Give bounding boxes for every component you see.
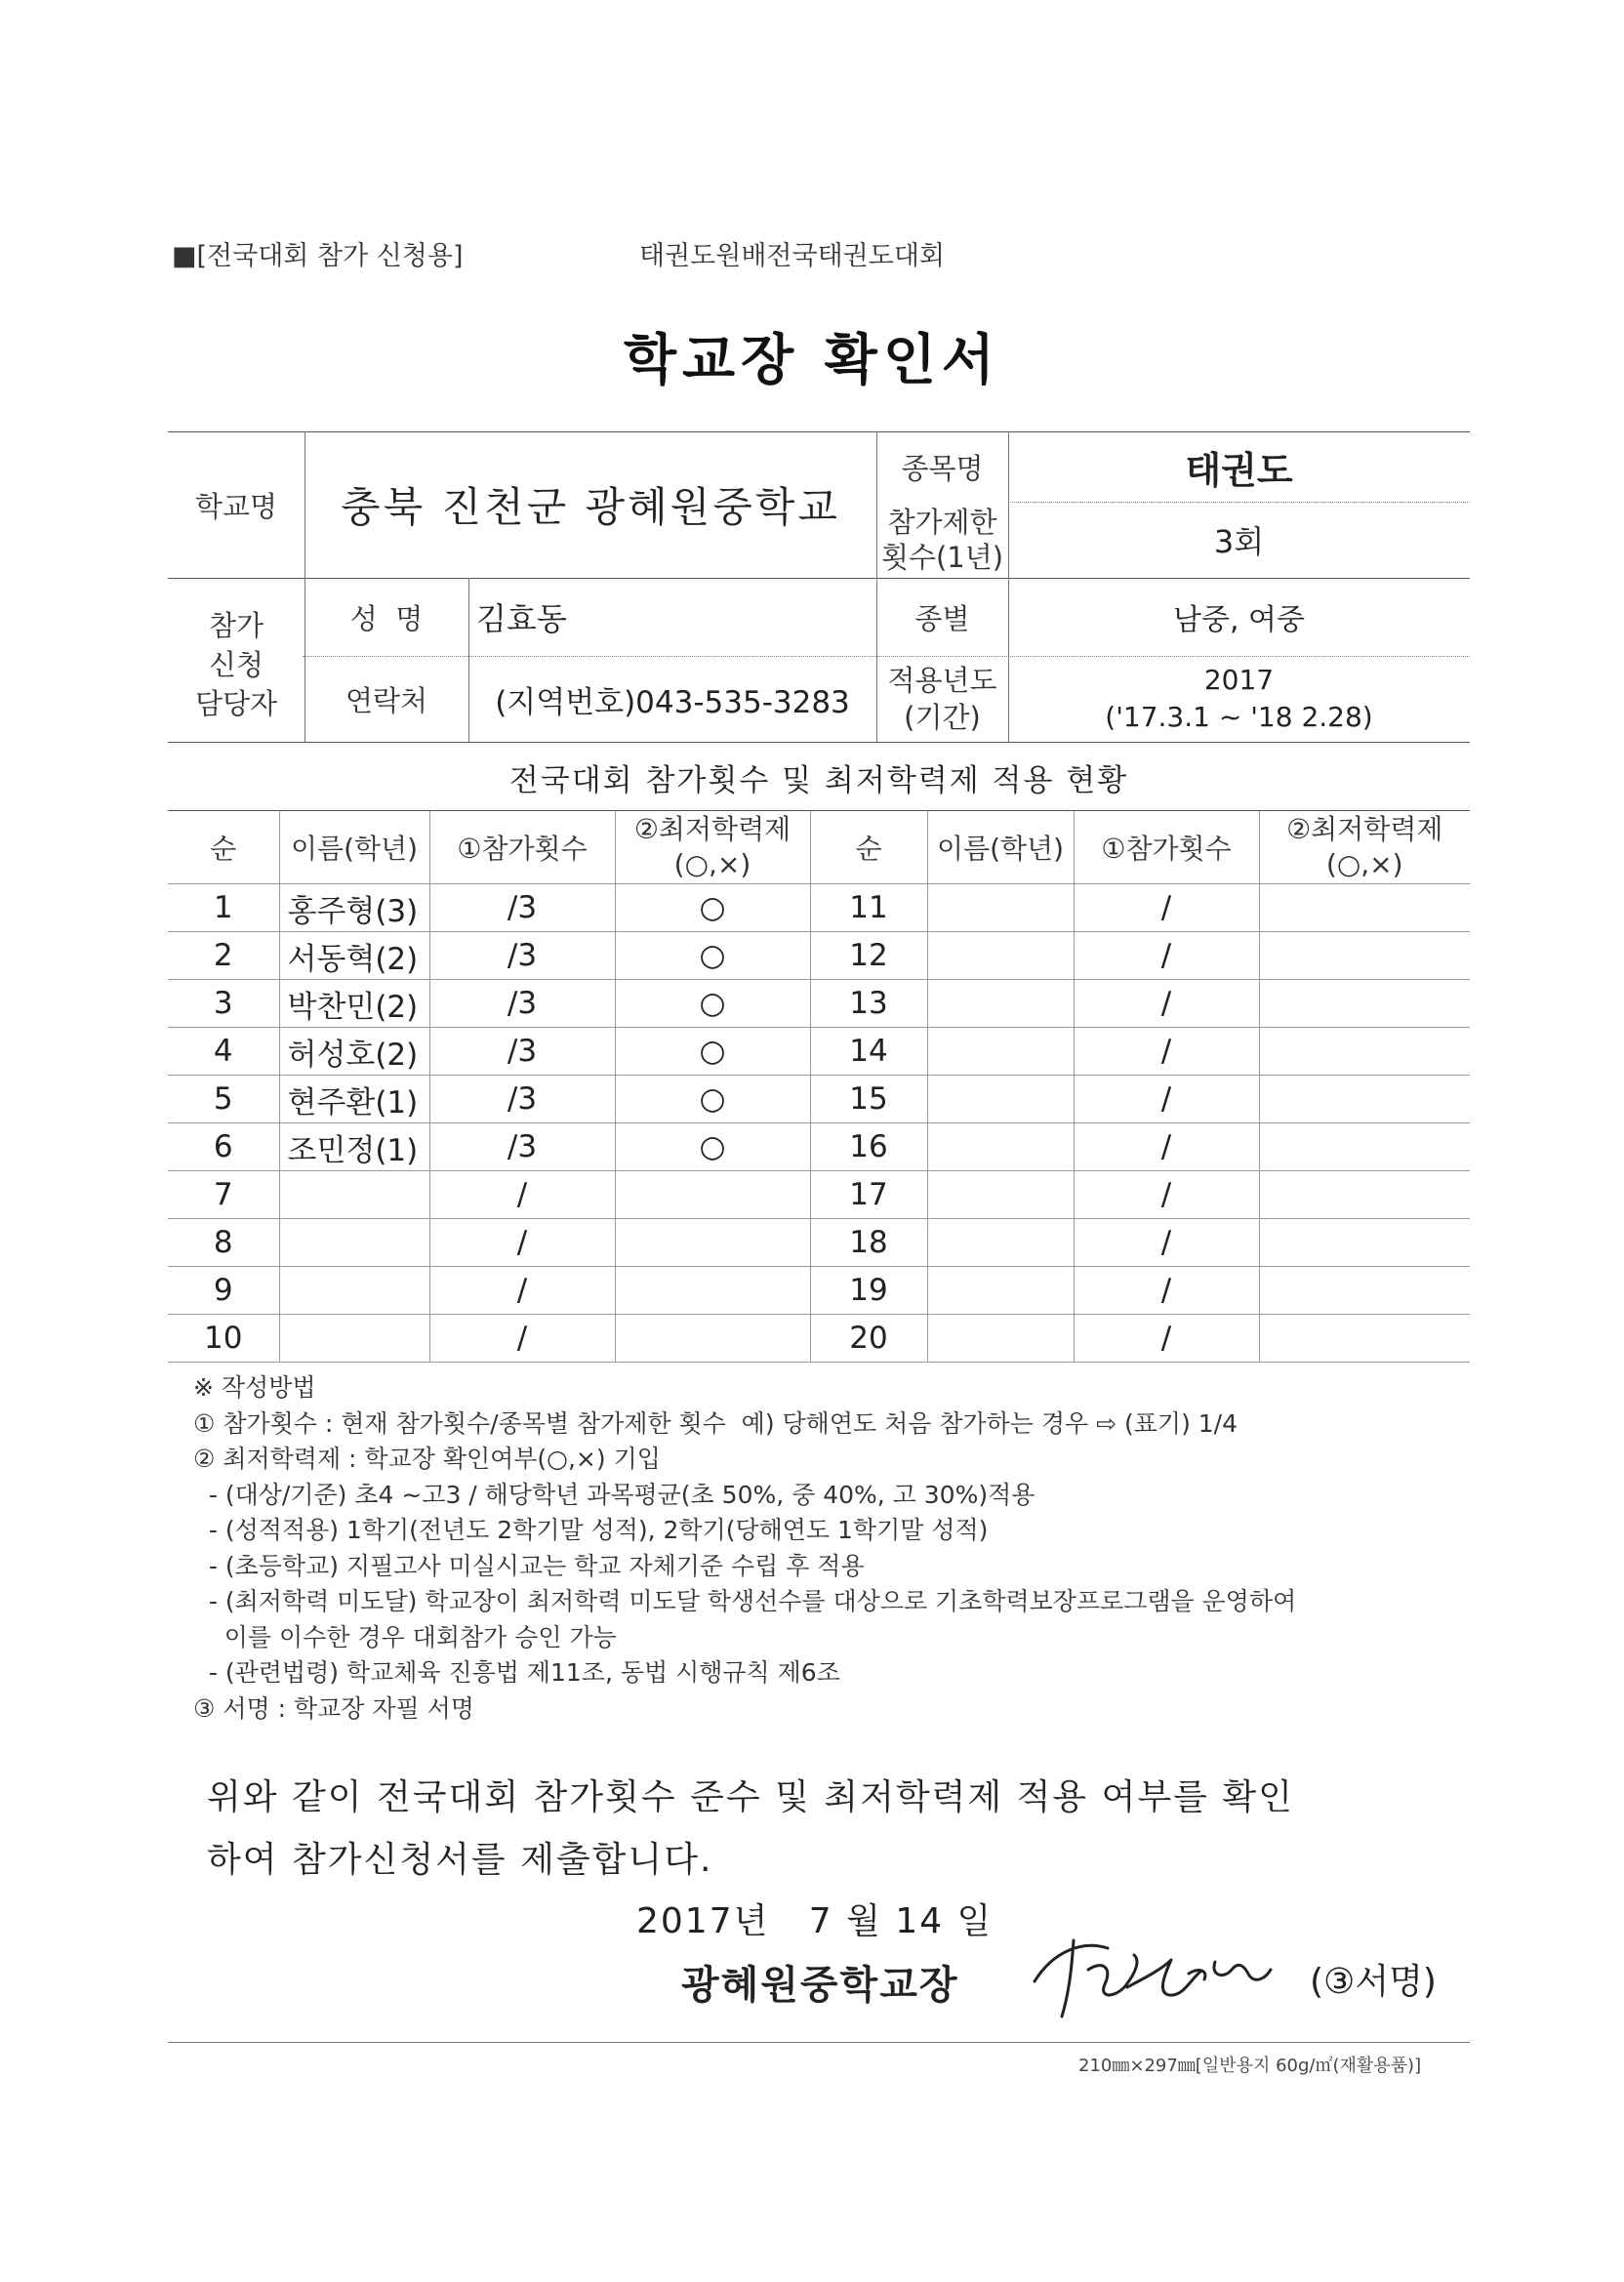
- instruction-line: - (초등학교) 지필고사 미실시교는 학교 자체기준 수립 후 적용: [193, 1551, 865, 1580]
- row-name: 조민정(1): [279, 1123, 429, 1171]
- row-min-level: [1259, 1123, 1470, 1171]
- instruction-line: ③ 서명 : 학교장 자필 서명: [193, 1693, 474, 1723]
- header-count: ①참가횟수: [429, 811, 615, 884]
- row-name: [927, 932, 1074, 980]
- table-row: [168, 1076, 1470, 1123]
- header-no-right: 순: [810, 811, 927, 884]
- row-count: /: [1074, 932, 1259, 980]
- row-no: 1: [168, 884, 279, 932]
- instruction-line: - (대상/기준) 초4 ~고3 / 해당학년 과목평균(초 50%, 중 40%, 고 30%)적용: [193, 1480, 1035, 1509]
- row-min-level: [615, 1219, 810, 1267]
- row-min-level: ○: [615, 1028, 810, 1076]
- period-label-line1: 적용년도: [887, 664, 997, 697]
- row-no: 17: [810, 1171, 927, 1219]
- header-count-right: ①참가횟수: [1074, 811, 1259, 884]
- row-count: /: [429, 1267, 615, 1315]
- row-name: [279, 1267, 429, 1315]
- limit-value: 3회: [1213, 523, 1265, 560]
- row-min-level: [1259, 884, 1470, 932]
- row-count: /: [1074, 1315, 1259, 1363]
- period-label: [876, 656, 1008, 742]
- row-count: /3: [429, 980, 615, 1028]
- row-name: [927, 1123, 1074, 1171]
- row-name: [927, 1171, 1074, 1219]
- row-count: /: [1074, 884, 1259, 932]
- row-no: 4: [168, 1028, 279, 1076]
- row-min-level: ○: [615, 1076, 810, 1123]
- confirmation-statement: [207, 1767, 1294, 1892]
- row-count: /: [1074, 980, 1259, 1028]
- row-name: [279, 1171, 429, 1219]
- contact-label: 연락처: [345, 683, 428, 717]
- row-name: [279, 1315, 429, 1363]
- row-name: [927, 1028, 1074, 1076]
- row-no: 14: [810, 1028, 927, 1076]
- row-no: 3: [168, 980, 279, 1028]
- instruction-line: ※ 작성방법: [193, 1373, 316, 1402]
- row-min-level: [1259, 932, 1470, 980]
- table-row: [168, 884, 1470, 932]
- row-no: 6: [168, 1123, 279, 1171]
- applicant-label-line3: 담당자: [194, 687, 278, 720]
- row-count: /: [1074, 1267, 1259, 1315]
- participants-table: [168, 810, 1470, 1363]
- row-no: 12: [810, 932, 927, 980]
- applicant-name-label: 성 명: [349, 601, 424, 635]
- row-name: 허성호(2): [279, 1028, 429, 1076]
- row-name: 홍주형(3): [279, 884, 429, 932]
- statement-line1: 위와 같이 전국대회 참가횟수 준수 및 최저학력제 적용 여부를 확인: [207, 1777, 1294, 1817]
- event-label: 종목명: [901, 451, 984, 485]
- limit-label-line1: 참가제한: [887, 506, 997, 539]
- row-min-level: [1259, 1315, 1470, 1363]
- row-no: 13: [810, 980, 927, 1028]
- applicant-name-value: 김효동: [476, 600, 567, 637]
- row-name: 현주환(1): [279, 1076, 429, 1123]
- instruction-line: ① 참가횟수 : 현재 참가횟수/종목별 참가제한 횟수 예) 당해연도 처음 참가하는 경우 ⇨ (표기) 1/4: [193, 1408, 1238, 1438]
- signature-image: [1015, 1911, 1308, 2028]
- instruction-line: - (최저학력 미도달) 학교장이 최저학력 미도달 학생선수를 대상으로 기초학력보장프로그램을 운영하여: [193, 1587, 1297, 1615]
- form-type-label: ■[전국대회 참가 신청용]: [172, 241, 464, 271]
- applicant-label-line2: 신청: [208, 648, 264, 681]
- table-row: [168, 1028, 1470, 1076]
- row-count: /: [1074, 1076, 1259, 1123]
- row-name: 박찬민(2): [279, 980, 429, 1028]
- row-no: 16: [810, 1123, 927, 1171]
- row-no: 2: [168, 932, 279, 980]
- row-min-level: [1259, 980, 1470, 1028]
- row-count: /: [1074, 1219, 1259, 1267]
- row-min-level: [1259, 1219, 1470, 1267]
- category-value: 남중, 여중: [1173, 603, 1305, 637]
- row-no: 15: [810, 1076, 927, 1123]
- row-min-level: ○: [615, 884, 810, 932]
- page-title: 학교장 확인서: [623, 329, 1001, 392]
- applicant-label: [168, 597, 304, 732]
- row-no: 8: [168, 1219, 279, 1267]
- row-min-level: [615, 1171, 810, 1219]
- instruction-line: - (성적적용) 1학기(전년도 2학기말 성적), 2학기(당해연도 1학기말 성적): [193, 1516, 989, 1544]
- row-min-level: [1259, 1076, 1470, 1123]
- row-min-level: ○: [615, 980, 810, 1028]
- table-caption: 전국대회 참가횟수 및 최저학력제 적용 현황: [508, 762, 1129, 798]
- row-count: /3: [429, 1076, 615, 1123]
- paper-spec-footer: 210㎜×297㎜[일반용지 60g/㎡(재활용품)]: [1078, 2056, 1422, 2076]
- event-name-header: 태권도원배전국태권도대회: [639, 241, 945, 271]
- row-min-level: [615, 1315, 810, 1363]
- contact-value: (지역번호)043-535-3283: [495, 684, 850, 720]
- period-label-line2: (기간): [904, 701, 981, 734]
- row-no: 7: [168, 1171, 279, 1219]
- row-name: [927, 1315, 1074, 1363]
- row-no: 5: [168, 1076, 279, 1123]
- row-count: /3: [429, 932, 615, 980]
- instructions: [193, 1370, 1296, 1727]
- row-count: /3: [429, 1028, 615, 1076]
- table-header-row: [168, 811, 1470, 884]
- applicant-label-line1: 참가: [208, 609, 264, 642]
- row-min-level: ○: [615, 932, 810, 980]
- period-year: 2017: [1203, 664, 1275, 696]
- row-count: /3: [429, 884, 615, 932]
- table-row: [168, 1219, 1470, 1267]
- row-min-level: [615, 1267, 810, 1315]
- row-min-level: ○: [615, 1123, 810, 1171]
- row-no: 11: [810, 884, 927, 932]
- principal-title: 광혜원중학교장: [681, 1963, 959, 2008]
- instruction-line: - (관련법령) 학교체육 진흥법 제11조, 동법 시행규칙 제6조: [193, 1658, 840, 1687]
- row-name: [927, 884, 1074, 932]
- signing-date: 2017년 7 월 14 일: [636, 1901, 994, 1941]
- period-value: [1008, 656, 1470, 742]
- table-row: [168, 1123, 1470, 1171]
- table-row: [168, 1171, 1470, 1219]
- school-name-value: 충북 진천군 광혜원중학교: [341, 483, 840, 531]
- header-min-level-right: ②최저학력제 (○,×): [1259, 811, 1470, 884]
- school-name-label: 학교명: [194, 489, 278, 523]
- header-min-level: ②최저학력제 (○,×): [615, 811, 810, 884]
- event-value: 태권도: [1185, 448, 1293, 492]
- category-label: 종별: [914, 601, 970, 635]
- row-count: /: [1074, 1123, 1259, 1171]
- row-count: /: [429, 1315, 615, 1363]
- table-row: [168, 1267, 1470, 1315]
- row-name: [927, 980, 1074, 1028]
- header-name-right: 이름(학년): [927, 811, 1074, 884]
- row-name: [927, 1219, 1074, 1267]
- table-row: [168, 932, 1470, 980]
- header-no: 순: [168, 811, 279, 884]
- row-name: [279, 1219, 429, 1267]
- table-row: [168, 1315, 1470, 1363]
- row-no: 20: [810, 1315, 927, 1363]
- row-no: 9: [168, 1267, 279, 1315]
- row-name: 서동혁(2): [279, 932, 429, 980]
- row-name: [927, 1267, 1074, 1315]
- row-count: /: [429, 1219, 615, 1267]
- row-min-level: [1259, 1171, 1470, 1219]
- row-count: /: [1074, 1028, 1259, 1076]
- period-range: ('17.3.1 ~ '18 2.28): [1105, 701, 1373, 733]
- limit-label: [876, 502, 1008, 578]
- row-count: /: [429, 1171, 615, 1219]
- table-row: [168, 980, 1470, 1028]
- instruction-line: ② 최저학력제 : 학교장 확인여부(○,×) 기입: [193, 1445, 661, 1473]
- instruction-line: 이를 이수한 경우 대회참가 승인 가능: [193, 1622, 617, 1651]
- row-count: /3: [429, 1123, 615, 1171]
- row-min-level: [1259, 1028, 1470, 1076]
- limit-label-line2: 횟수(1년): [880, 541, 1004, 574]
- statement-line2: 하여 참가신청서를 제출합니다.: [207, 1840, 713, 1880]
- signature-mark: (③서명): [1310, 1962, 1437, 2002]
- row-name: [927, 1076, 1074, 1123]
- row-no: 10: [168, 1315, 279, 1363]
- header-name: 이름(학년): [279, 811, 429, 884]
- row-no: 19: [810, 1267, 927, 1315]
- row-count: /: [1074, 1171, 1259, 1219]
- row-no: 18: [810, 1219, 927, 1267]
- row-min-level: [1259, 1267, 1470, 1315]
